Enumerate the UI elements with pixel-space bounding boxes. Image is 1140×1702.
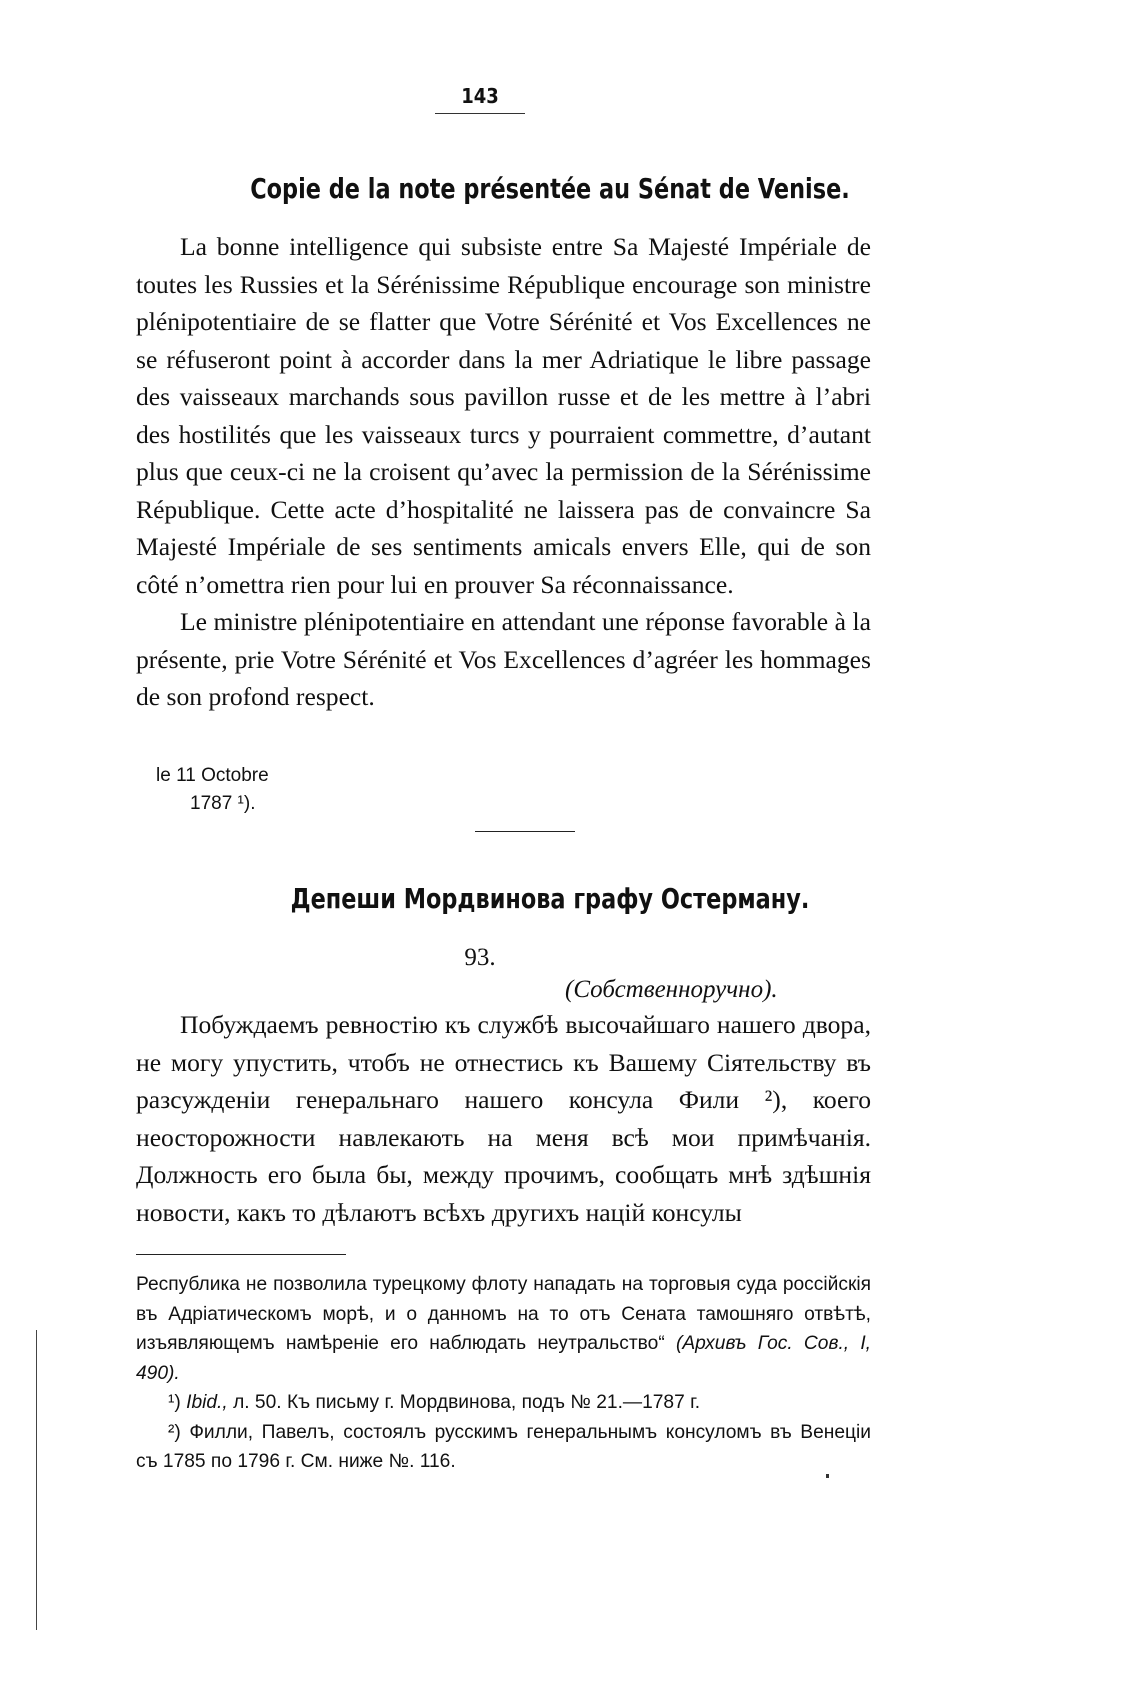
russian-paragraph: Побуждаемъ ревностію къ службѣ высочайшаго нашего двора, не могу упустить, чтобъ не отнестись къ Вашему Сіятельству въ разсужденіи генеральнаго нашего консула Фили ²), коего неосторожности навлекають на меня всѣ мои примѣчанія. Должность его была бы, между прочимъ, сообщать мнѣ здѣшнія новости, какъ то дѣлаютъ всѣхъ другихъ націй консулы: [136, 1010, 871, 1227]
date-line-1: le 11 Octobre: [156, 765, 269, 786]
page-number-rule: [435, 113, 525, 114]
footnotes: [136, 1270, 871, 1477]
footnote-rule: [136, 1254, 346, 1255]
french-paragraph-1: La bonne intelligence qui subsiste entre Sa Majesté Impériale de toutes les Russies et la Sérénissime République encourage son ministre plénipotentiaire de se flatter que Votre Sérénité et Vos Excellences ne se réfuseront point à accorder dans la mer Adriatique le libre passage des vaisseaux marchands sous pavillon russe et de les mettre à l’abri des hostilités que les vaisseaux turcs y pourraient commettre, d’autant plus que ceux-ci ne la croisent qu’avec la permission de la Sérénissime République. Cette acte d’hospitalité ne laissera pas de convaincre Sa Majesté Impériale de ses sentiments amicals envers Elle, qui de son côté n’omettra rien pour lui en prouver Sa réconnaissance.: [136, 232, 871, 599]
page-number: 143: [461, 84, 499, 108]
document-number: 93.: [464, 944, 496, 971]
scan-speck: [826, 1474, 829, 1478]
french-note-body: [136, 228, 871, 716]
heading-french-note: Copie de la note présentée au Sénat de Venise.: [250, 172, 850, 205]
footnote-2: ²) Филли, Павелъ, состоялъ русскимъ генеральнымъ консуломъ въ Венеціи съ 1785 по 1796 г. См. ниже №. 116.: [136, 1421, 871, 1472]
section-separator: [475, 831, 575, 832]
note-date: [156, 762, 269, 818]
date-line-2: 1787 ¹).: [190, 793, 256, 814]
footnote-1: ¹) Ibid., л. 50. Къ письму г. Мордвинова, подъ № 21.—1787 г.: [168, 1392, 701, 1413]
heading-russian-dispatches: Депеши Мордвинова графу Остерману.: [290, 882, 810, 915]
footnote-continuation: Республика не позволила турецкому флоту нападать на торговыя суда россійскія въ Адріатическомъ морѣ, и о данномъ на то отъ Сената тамошняго отвѣтѣ, изъявляющемъ намѣреніе его наблюдать неутральство“ (Архивъ Гос. Сов., I, 490).: [136, 1274, 872, 1384]
french-paragraph-2: Le ministre plénipotentiaire en attendant une réponse favorable à la présente, prie Votre Sérénité et Vos Excellences d’agréer les hommages de son profond respect.: [136, 607, 871, 711]
autograph-note: (Собственноручно).: [565, 976, 778, 1003]
footnote-continuation-source: (Архивъ Гос. Сов., I, 490).: [136, 1333, 872, 1384]
russian-dispatch-body: [136, 1006, 871, 1231]
scan-margin-line: [36, 1330, 37, 1630]
